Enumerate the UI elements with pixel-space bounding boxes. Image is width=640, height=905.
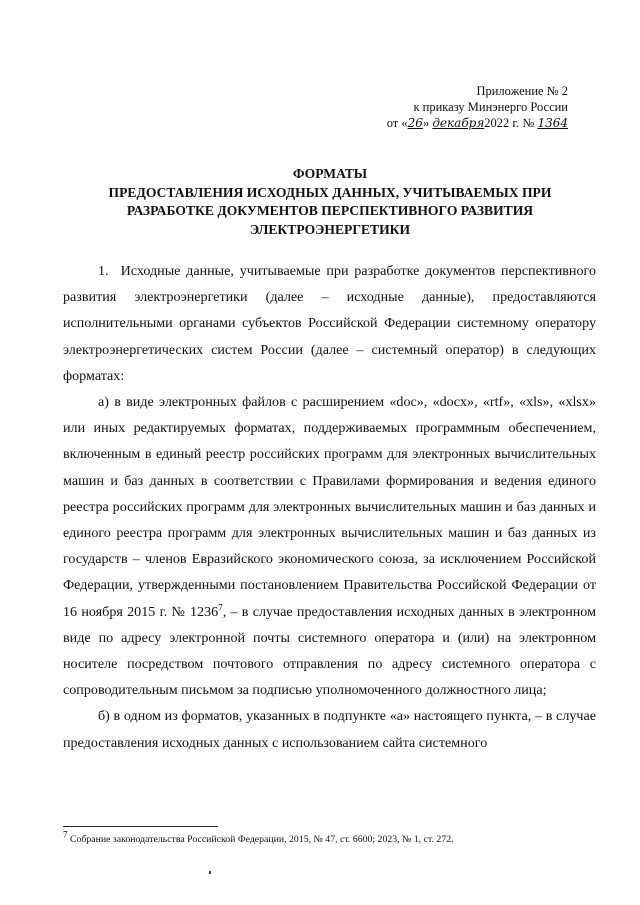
title-line-4: ЭЛЕКТРОЭНЕРГЕТИКИ bbox=[249, 221, 411, 237]
handwritten-month: декабря bbox=[432, 116, 485, 130]
paragraph-1 bbox=[63, 258, 596, 389]
handwritten-day: 26 bbox=[407, 116, 423, 130]
subparagraph-b-text: б) в одном из форматов, указанных в подпункте «а» настоящего пункта, – в случае предоставления исходных данных с использованием сайта системного bbox=[63, 708, 596, 751]
paragraph-1-text: Исходные данные, учитываемые при разработке документов перспективного развития электроэнергетики (далее – исходные данные), предоставляются исполнительными органами субъектов Российской Федерации системному оператору электроэнергетических систем России (далее – системный оператор) в следующих форматах: bbox=[63, 263, 596, 384]
subparagraph-a-text: а) в виде электронных файлов с расширением «doc», «docx», «rtf», «xls», «xlsx» или иных редактируемых форматах, поддерживаемых программным обеспечением, включенным в единый реестр российских программ для электронных вычислительных машин и баз данных в соответствии с Правилами формирования и ведения единого реестра российских программ для электронных вычислительных машин и баз данных и единого реестра программ для электронных вычислительных машин и баз данных из государств – членов Евразийского экономического союза, за исключением Российской Федерации, утвержденными постановлением Правительства Российской Федерации от 16 ноября 2015 г. № 1236 bbox=[63, 394, 596, 620]
footnote-divider bbox=[63, 826, 218, 827]
appendix-date-prefix: от « bbox=[386, 116, 408, 130]
paragraph-1-number: 1. bbox=[98, 263, 109, 279]
footnote-mark: 7 bbox=[63, 829, 68, 840]
title-line-1: ФОРМАТЫ bbox=[292, 166, 368, 181]
appendix-line-3 bbox=[387, 115, 568, 131]
appendix-header bbox=[387, 83, 568, 131]
footnote-text: Собрание законодательства Российской Федерации, 2015, № 47, ст. 6600; 2023, № 1, ст. 272. bbox=[67, 834, 454, 845]
appendix-line-1: Приложение № 2 bbox=[476, 84, 568, 98]
document-title bbox=[60, 165, 600, 239]
subparagraph-b bbox=[63, 703, 596, 755]
subparagraph-a-text-cont: , – в случае предоставления исходных данных в электронном виде по адресу электронной почты системного оператора и (или) на электронном носителе посредством почтового отправления по адресу системного оператора с сопроводительным письмом за подписью уполномоченного должностного лица; bbox=[63, 603, 596, 699]
title-line-2: ПРЕДОСТАВЛЕНИЯ ИСХОДНЫХ ДАННЫХ, УЧИТЫВАЕМЫХ ПРИ bbox=[108, 184, 552, 200]
title-line-3: РАЗРАБОТКЕ ДОКУМЕНТОВ ПЕРСПЕКТИВНОГО РАЗВИТИЯ bbox=[126, 203, 534, 218]
subparagraph-a bbox=[63, 389, 596, 703]
document-body bbox=[63, 258, 596, 756]
appendix-line-2: к приказу Минэнерго России bbox=[413, 100, 568, 114]
appendix-date-mid: » bbox=[422, 116, 433, 130]
footnote-reference: 7 bbox=[218, 601, 223, 612]
footnote bbox=[63, 829, 454, 846]
scan-speck bbox=[209, 871, 211, 874]
handwritten-order-number: 1364 bbox=[537, 116, 568, 130]
appendix-year: 2022 г. № bbox=[484, 116, 538, 130]
